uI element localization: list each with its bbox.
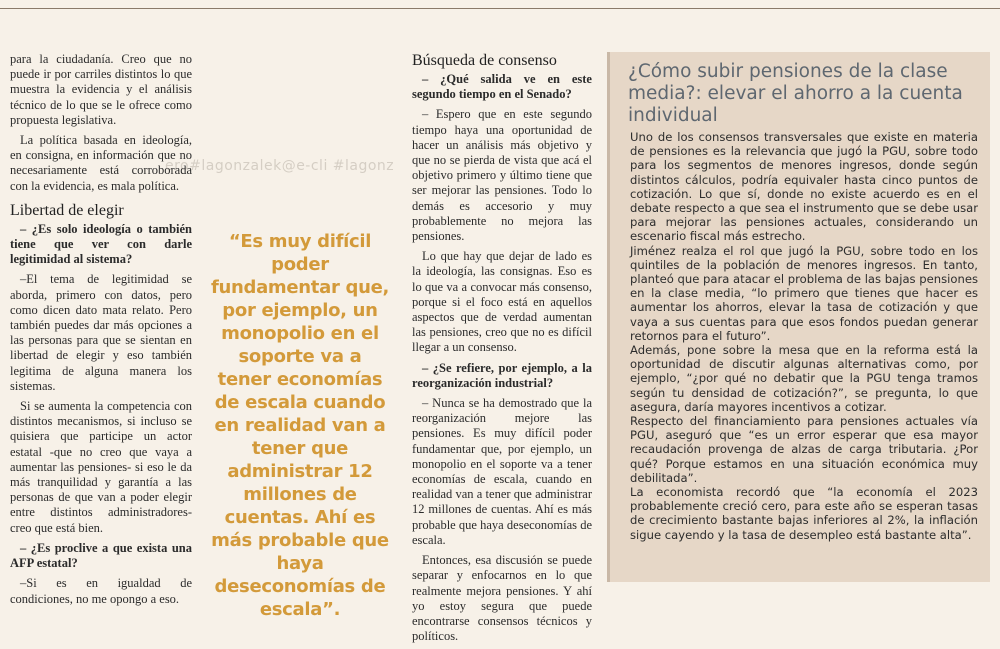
- sidebar-paragraph: Además, pone sobre la mesa que en la reforma está la oportunidad de discutir algunas alternativas como, por ejemplo, “¿por qué no debatir que la PGU tenga tramos según tu densidad de cotización?”, se pregunta, lo que asegura, daría mayores incentivos a cotizar.: [630, 343, 978, 414]
- article-column-1: [10, 52, 192, 612]
- watermark: ero#lagonzalek@e-cli #lagonz: [165, 158, 395, 174]
- paragraph: Si se aumenta la competencia con distintos mecanismos, si incluso se quisiera que participe un actor estatal -que no creo que vaya a aumentar las pensiones- si eso le da más tranquilidad y garantía a las personas de que van a poder elegir entre distintos administradores- creo que está bien.: [10, 399, 192, 535]
- paragraph: – Espero que en este segundo tiempo haya una oportunidad de hacer un análisis más objetivo y que no se pierda de vista que acá el objetivo primero y último tiene que ser mejorar las pensiones. Todo lo demás es accesorio y muy probablemente no mejora las pensiones.: [412, 107, 592, 244]
- question: – ¿Es proclive a que exista una AFP estatal?: [10, 540, 192, 571]
- question: – ¿Se refiere, por ejemplo, a la reorganización industrial?: [412, 360, 592, 390]
- sidebar-paragraph: Jiménez realza el rol que jugó la PGU, sobre todo en los quintiles de la población de menores ingresos. En tanto, planteó que para atacar el problema de las bajas pensiones en la clase media, “lo primero que tienes que hacer es aumentar los ahorros, elevar la tasa de cotización y que vaya a sus cuentas para que esos fondos puedan generar retornos para el futuro”.: [630, 243, 978, 343]
- top-rule: [0, 8, 1000, 9]
- question: – ¿Es solo ideología o también tiene que ver con darle legitimidad al sistema?: [10, 221, 192, 267]
- sidebar-paragraph: Respecto del financiamiento para pensiones actuales vía PGU, aseguró que “es un error esperar que esa mayor recaudación provenga de alzas de carga tributaria. ¿Por qué? Porque estamos en una situación económica muy debilitada”.: [630, 414, 978, 485]
- subheading: Búsqueda de consenso: [412, 52, 557, 69]
- paragraph: La política basada en ideología, en consigna, en información que no necesariamente está corroborada con la evidencia, es mala política.: [10, 133, 192, 193]
- paragraph: –Si es en igualdad de condiciones, no me opongo a eso.: [10, 576, 192, 606]
- subheading: Libertad de elegir: [10, 201, 124, 219]
- article-column-3: [412, 52, 592, 649]
- sidebar-body: [630, 130, 978, 542]
- sidebar-title: ¿Cómo subir pensiones de la clase media?: elevar el ahorro a la cuenta individual: [628, 61, 963, 126]
- paragraph: – Nunca se ha demostrado que la reorganización mejore las pensiones. Es muy difícil poder fundamentar que, por ejemplo, un monopolio en el soporte va a tener economías de escala, cuando en realidad van a tener que administrar 12 millones de cuentas. Ahí es más probable que haya deseconomías de escala.: [412, 396, 592, 547]
- sidebar-box: [607, 52, 990, 582]
- sidebar-paragraph: La economista recordó que “la economía el 2023 probablemente creció cero, para este año se esperan tasas de crecimiento bastante bajas inferiores al 2%, la inflación sigue cayendo y la tasa de desempleo está bastante alta”.: [630, 485, 978, 542]
- paragraph: –El tema de legitimidad se aborda, primero con datos, pero como dicen dato mata relato. Pero también puedes dar más opciones a las personas para que se sientan en libertad de elegir y eso también legitima de alguna manera los sistemas.: [10, 272, 192, 393]
- paragraph: Lo que hay que dejar de lado es la ideología, las consignas. Eso es lo que va a convocar más consenso, porque si el foco está en aquellos aspectos que de verdad aumentan las pensiones, creo que no es difícil llegar a un consenso.: [412, 249, 592, 355]
- paragraph: Entonces, esa discusión se puede separar y enfocarnos en lo que realmente mejora pensiones. Y ahí yo estoy segura que puede encontrarse consensos técnicos y políticos.: [412, 553, 592, 644]
- sidebar-paragraph: Uno de los consensos transversales que existe en materia de pensiones es la relevancia que jugó la PGU, sobre todo para los segmentos de menores ingresos, donde según distintos cálculos, podría equivaler hasta cinco puntos de cotización. Lo que sí, donde no existe acuerdo es en el debate respecto a que sea el instrumento que se debe usar para mejorar las pensiones actuales, considerando un escenario fiscal más estrecho.: [630, 130, 978, 244]
- pull-quote: “Es muy difícil poder fundamentar que, por ejemplo, un monopolio en el soporte va a tener economías de escala cuando en realidad van a tener que administrar 12 millones de cuentas. Ahí es más probable que haya deseconomías de escala”.: [210, 231, 390, 620]
- paragraph: para la ciudadanía. Creo que no puede ir por carriles distintos lo que muestra la evidencia y el análisis técnico de lo que se le ofrece como propuesta legislativa.: [10, 52, 192, 127]
- question: – ¿Qué salida ve en este segundo tiempo en el Senado?: [412, 72, 592, 102]
